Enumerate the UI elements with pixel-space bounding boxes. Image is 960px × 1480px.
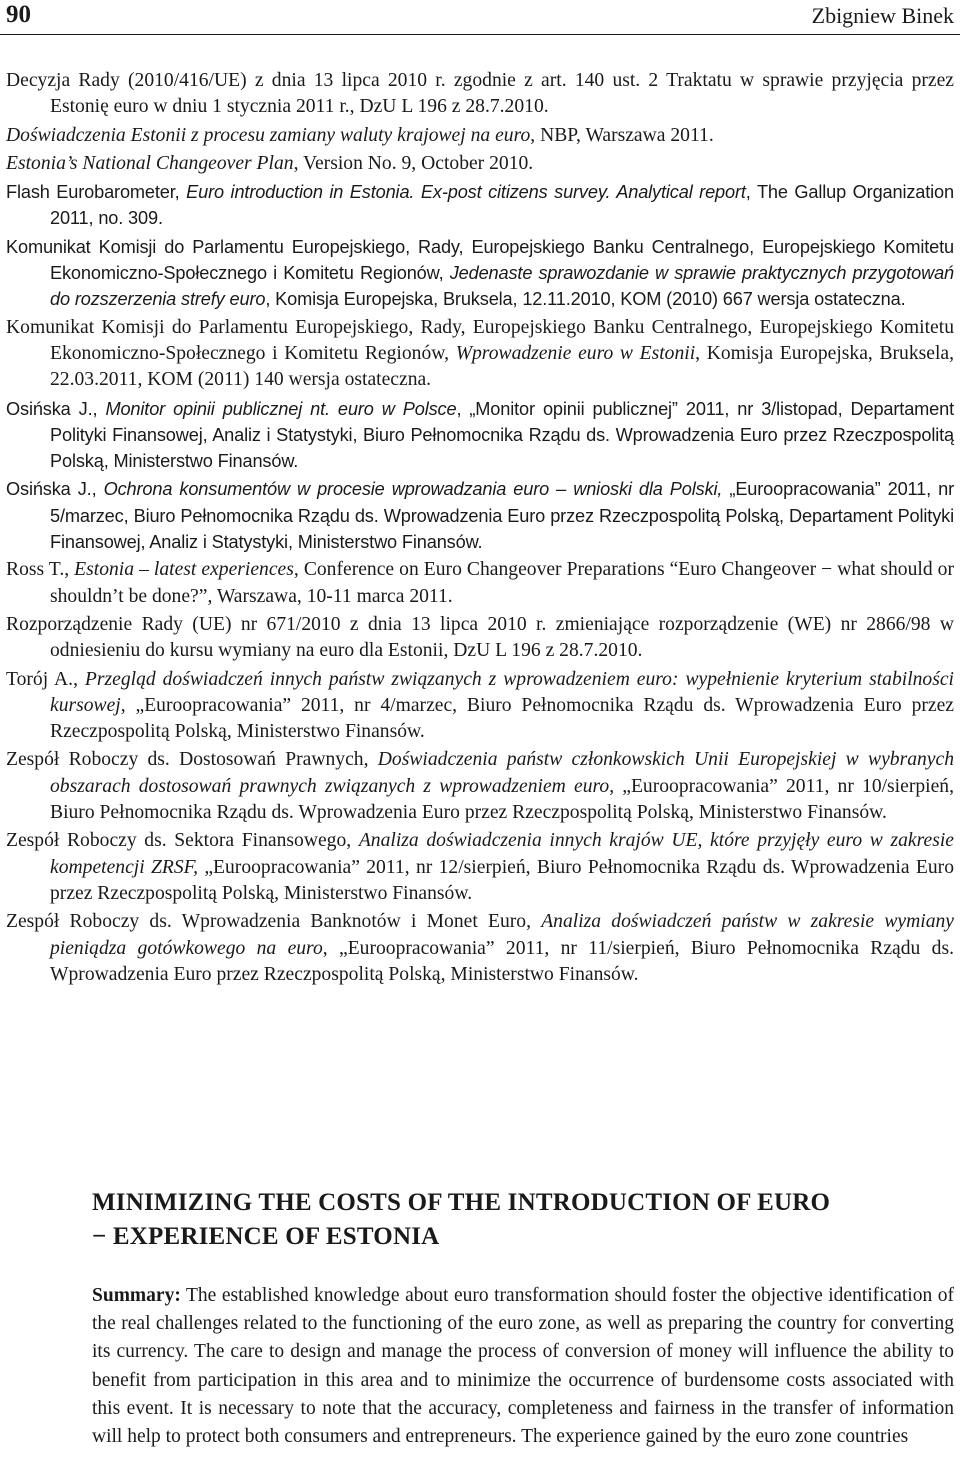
reference-text: , „Euroopracowania” 2011, nr 4/marzec, Biuro Pełnomocnika Rządu ds. Wprowadzenia Euro przez Rzeczpospolitą Polską, Ministerstwo Finansów.: [50, 694, 954, 743]
reference-entry: [6, 68, 954, 121]
reference-title: Analiza doświadczenia innych krajów UE, które przyjęły euro w zakresie kompetencji ZRSF,: [50, 830, 954, 878]
page-header: [0, 0, 960, 34]
english-title-line-2: − EXPERIENCE OF ESTONIA: [92, 1223, 440, 1250]
page-number: 90: [6, 1, 31, 28]
reference-entry: [6, 151, 954, 177]
running-head-author: Zbigniew Binek: [811, 3, 954, 28]
header-rule: [0, 34, 960, 35]
english-title-line-1: MINIMIZING THE COSTS OF THE INTRODUCTION OF EURO: [92, 1189, 831, 1216]
reference-text: „Euroopracowania” 2011, nr 12/sierpień, Biuro Pełnomocnika Rządu ds. Wprowadzenia Euro przez Rzeczpospolitą Polską, Ministerstwo Finansów.: [50, 856, 954, 904]
reference-entry: [6, 747, 954, 826]
reference-title: Estonia’s National Changeover Plan: [6, 152, 294, 174]
reference-entry: [6, 909, 954, 988]
summary-text: The established knowledge about euro transformation should foster the objective identification of the real challenges related to the functioning of the euro zone, as well as preparing the country for converting its currency. The care to design and manage the process of conversion of money will influence the ability to benefit from participation in this area and to minimize the occurrence of burdensome costs associated with this event. It is necessary to note that the accuracy, completeness and fairness in the transfer of information will help to protect both consumers and entrepreneurs. The experience gained by the euro zone countries: [92, 1285, 954, 1448]
reference-text: Zespół Roboczy ds. Sektora Finansowego,: [6, 830, 359, 852]
reference-text: Torój A.,: [6, 668, 85, 690]
reference-title: Jedenaste sprawozdanie w sprawie praktycznych przygotowań do rozszerzenia strefy euro: [50, 263, 954, 310]
reference-text: Decyzja Rady (2010/416/UE) z dnia 13 lipca 2010 r. zgodnie z art. 140 ust. 2 Traktatu w sprawie przyjęcia przez Estonię euro w dniu 1 stycznia 2011 r., DzU L 196 z 28.7.2010.: [6, 70, 954, 118]
english-title: [92, 1186, 952, 1254]
reference-entry: [6, 557, 954, 610]
reference-text: Komunikat Komisji do Parlamentu Europejskiego, Rady, Europejskiego Banku Centralnego, Europejskiego Komitetu Ekonomiczno-Społecznego i Komitetu Regionów,: [6, 236, 954, 284]
reference-entry: [6, 315, 954, 394]
reference-title: Euro introduction in Estonia. Ex-post citizens survey. Analytical report: [186, 182, 746, 203]
reference-title: Ochrona konsumentów w procesie wprowadzania euro – wnioski dla Polski,: [103, 479, 723, 500]
reference-text: Rozporządzenie Rady (UE) nr 671/2010 z dnia 13 lipca 2010 r. zmieniające rozporządzenie (WE) nr 2866/98 w odniesieniu do kursu wymiany na euro dla Estonii, DzU L 196 z 28.7.2010.: [6, 613, 954, 662]
reference-entry: [6, 612, 954, 665]
reference-text: , „Monitor opinii publicznej” 2011, nr 3/listopad, Departament Polityki Finansowej, Analiz i Statystyki, Biuro Pełnomocnika Rządu ds. Wprowadzenia Euro przez Rzeczpospolitą Polską, Ministerstwo Finansów.: [50, 398, 954, 472]
reference-text: , Conference on Euro Changeover Preparations “Euro Changeover − what should or shouldn’t be done?”, Warszawa, 10-11 marca 2011.: [50, 559, 954, 607]
reference-title: Przegląd doświadczeń innych państw związanych z wprowadzeniem euro: wypełnienie kryterium stabilności kursowej: [50, 668, 954, 716]
reference-title: Analiza doświadczeń państw w zakresie wymiany pieniądza gotówkowego na euro: [50, 911, 954, 959]
reference-entry: [6, 828, 954, 907]
reference-title: Wprowadzenie euro w Estonii: [455, 342, 696, 364]
reference-text: „Euroopracowania” 2011, nr 5/marzec, Biuro Pełnomocnika Rządu ds. Wprowadzenia Euro przez Rzeczpospolitą Polską, Departament Polityki Finansowej, Analiz i Statystyki, Ministerstwo Finansów.: [50, 479, 954, 553]
reference-entry: [6, 476, 954, 555]
reference-text: Ross T.,: [6, 559, 75, 581]
reference-text: Flash Eurobarometer,: [6, 182, 187, 203]
reference-text: , „Euroopracowania” 2011, nr 11/sierpień, Biuro Pełnomocnika Rządu ds. Wprowadzenia Euro przez Rzeczpospolitą Polską, Ministerstwo Finansów.: [50, 937, 954, 985]
reference-text: , „Euroopracowania” 2011, nr 10/sierpień, Biuro Pełnomocnika Rządu ds. Wprowadzenia Euro przez Rzeczpospolitą Polską, Ministerstwo Finansów.: [50, 775, 954, 824]
reference-entry: [6, 396, 954, 475]
reference-title: Estonia – latest experiences: [74, 559, 294, 581]
reference-text: Komunikat Komisji do Parlamentu Europejskiego, Rady, Europejskiego Banku Centralnego, Europejskiego Komitetu Ekonomiczno-Społecznego i Komitetu Regionów,: [6, 316, 954, 364]
reference-text: , Komisja Europejska, Bruksela, 22.03.2011, KOM (2011) 140 wersja ostateczna.: [50, 342, 954, 391]
summary-paragraph: [92, 1282, 954, 1451]
reference-text: , The Gallup Organization 2011, no. 309.: [50, 182, 954, 229]
reference-text: , Komisja Europejska, Bruksela, 12.11.2010, KOM (2010) 667 wersja ostateczna.: [265, 289, 906, 310]
reference-text: Zespół Roboczy ds. Wprowadzenia Banknotów i Monet Euro,: [6, 911, 542, 933]
reference-title: Doświadczenia Estonii z procesu zamiany waluty krajowej na euro: [6, 124, 531, 146]
reference-text: , NBP, Warszawa 2011.: [530, 124, 714, 146]
reference-title: Doświadczenia państw członkowskich Unii Europejskiej w wybranych obszarach dostosowań prawnych związanych z wprowadzeniem euro: [50, 749, 954, 797]
reference-entry: [6, 667, 954, 746]
bibliography-list: [6, 68, 954, 990]
summary-label: Summary:: [92, 1285, 181, 1306]
reference-text: Zespół Roboczy ds. Dostosowań Prawnych,: [6, 749, 378, 771]
reference-text: Osińska J.,: [6, 479, 104, 500]
reference-entry: [6, 123, 954, 149]
reference-title: Monitor opinii publicznej nt. euro w Polsce: [105, 398, 457, 419]
reference-entry: [6, 234, 954, 313]
reference-text: , Version No. 9, October 2010.: [293, 152, 534, 174]
reference-text: Osińska J.,: [6, 398, 106, 419]
reference-entry: [6, 179, 954, 232]
